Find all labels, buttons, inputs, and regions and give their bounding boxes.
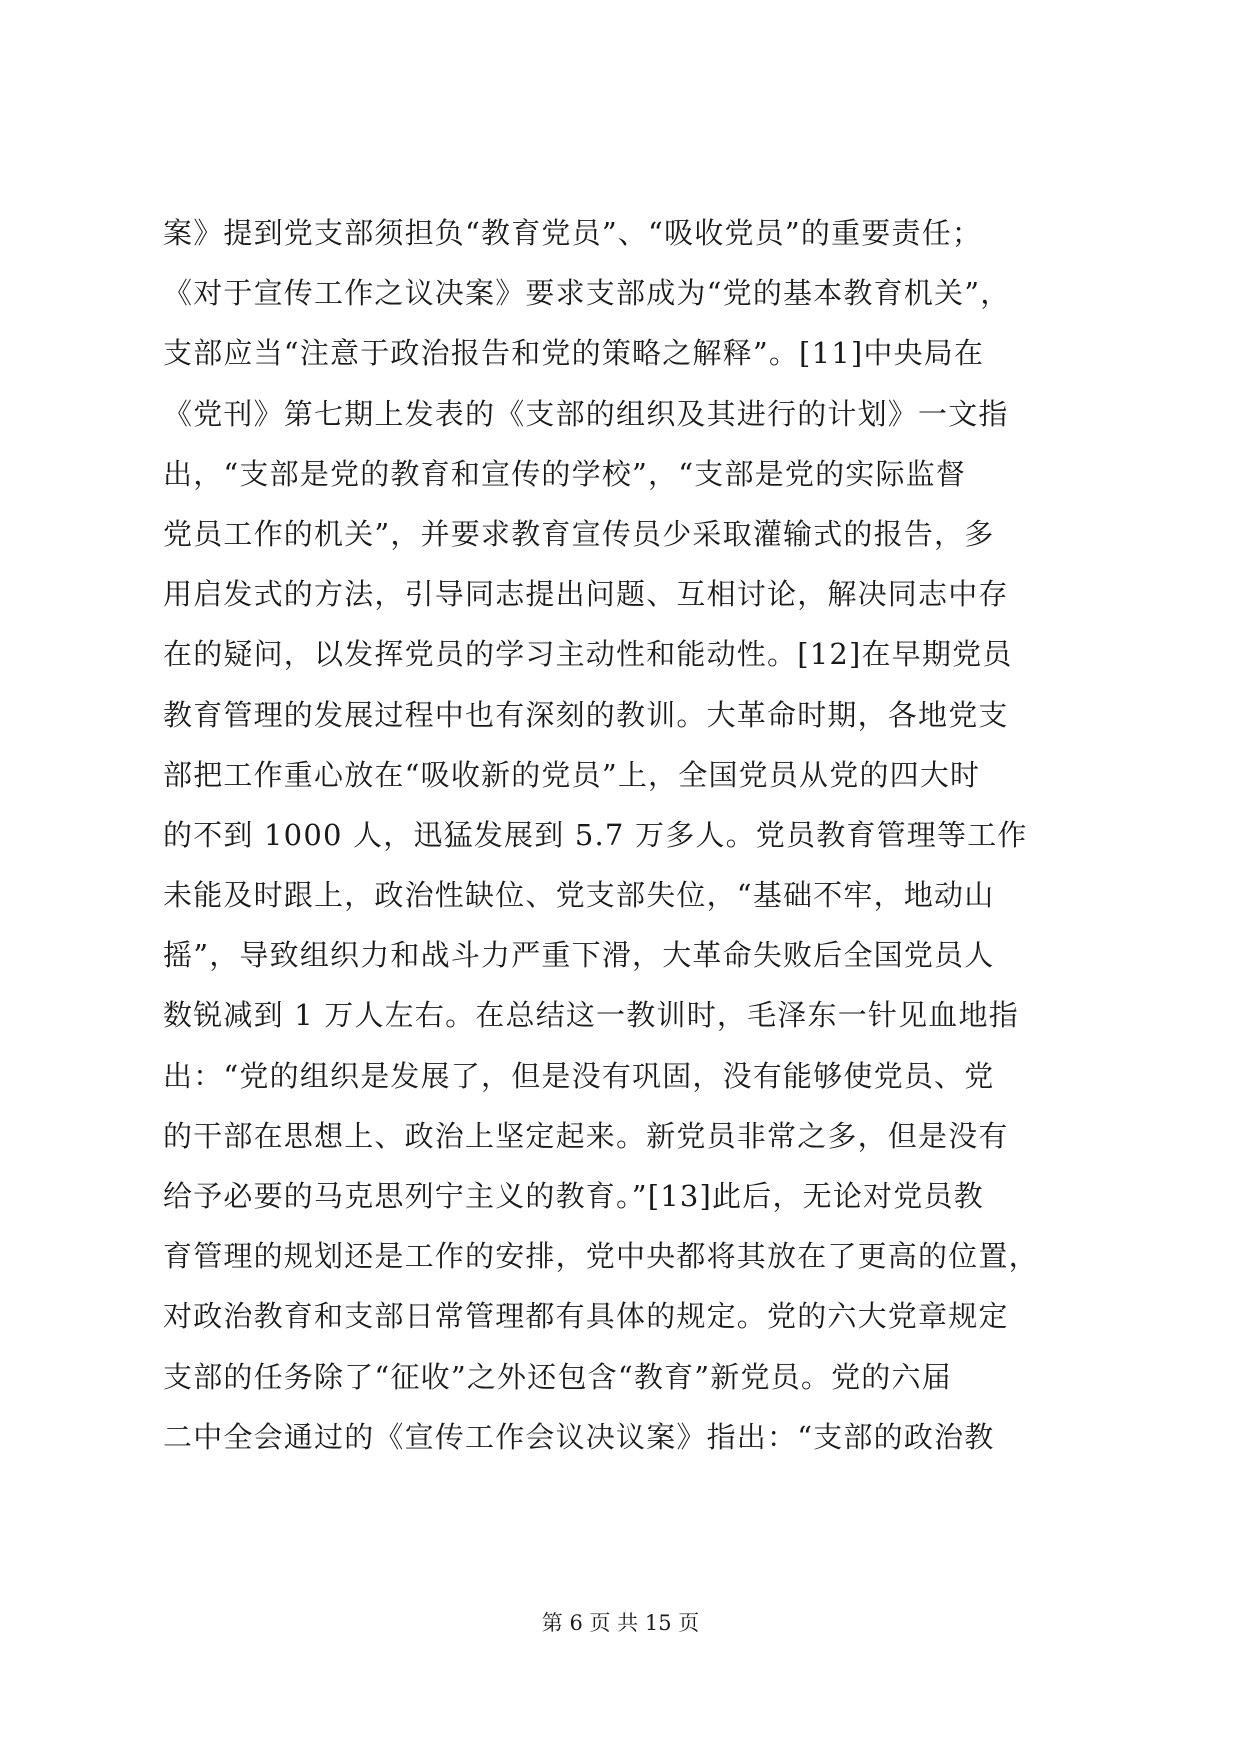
text-line: 用启发式的方法，引导同志提出问题、互相讨论，解决同志中存 [163, 577, 1009, 612]
text-line: 部把工作重心放在“吸收新的党员”上，全国党员从党的四大时 [163, 757, 981, 792]
text-line: 案》提到党支部须担负“教育党员”、“吸收党员”的重要责任； [163, 216, 983, 250]
text-line: 未能及时跟上，政治性缺位、党支部失位，“基础不牢，地动山 [163, 878, 995, 913]
body-text [163, 203, 1083, 1467]
text-line: 出：“党的组织是发展了，但是没有巩固，没有能够使党员、党 [163, 1058, 995, 1093]
text-line: 《对于宣传工作之议决案》要求支部成为“党的基本教育机关”， [163, 276, 1011, 311]
text-line: 支部应当“注意于政治报告和党的策略之解释”。[11]中央局在 [163, 336, 985, 371]
text-line: 给予必要的马克思列宁主义的教育。”[13]此后，无论对党员教 [163, 1179, 984, 1213]
text-line: 摇”，导致组织力和战斗力严重下滑，大革命失败后全国党员人 [163, 938, 995, 973]
text-line: 支部的任务除了“征收”之外还包含“教育”新党员。党的六届 [163, 1359, 952, 1394]
text-line: 教育管理的发展过程中也有深刻的教训。大革命时期，各地党支 [163, 697, 1009, 732]
text-line: 数锐减到 1 万人左右。在总结这一教训时，毛泽东一针见血地指 [163, 998, 1019, 1033]
text-line: 育管理的规划还是工作的安排，党中央都将其放在了更高的位置， [163, 1239, 1039, 1274]
text-line: 二中全会通过的《宣传工作会议决议案》指出：“支部的政治教 [163, 1419, 995, 1454]
text-line: 的干部在思想上、政治上坚定起来。新党员非常之多，但是没有 [163, 1118, 1009, 1153]
text-line: 对政治教育和支部日常管理都有具体的规定。党的六大党章规定 [163, 1299, 1009, 1334]
text-line: 党员工作的机关”，并要求教育宣传员少采取灌输式的报告，多 [163, 516, 995, 551]
page-number-label: 第 6 页 共 15 页 [541, 1611, 700, 1635]
text-line: 在的疑问，以发挥党员的学习主动性和能动性。[12]在早期党员 [163, 637, 1013, 672]
text-line: 《党刊》第七期上发表的《支部的组织及其进行的计划》一文指 [163, 396, 1009, 431]
text-line: 出，“支部是党的教育和宣传的学校”，“支部是党的实际监督 [163, 456, 967, 491]
text-line: 的不到 1000 人，迅猛发展到 5.7 万多人。党员教育管理等工作 [163, 817, 1028, 852]
page-footer [0, 1608, 1241, 1638]
